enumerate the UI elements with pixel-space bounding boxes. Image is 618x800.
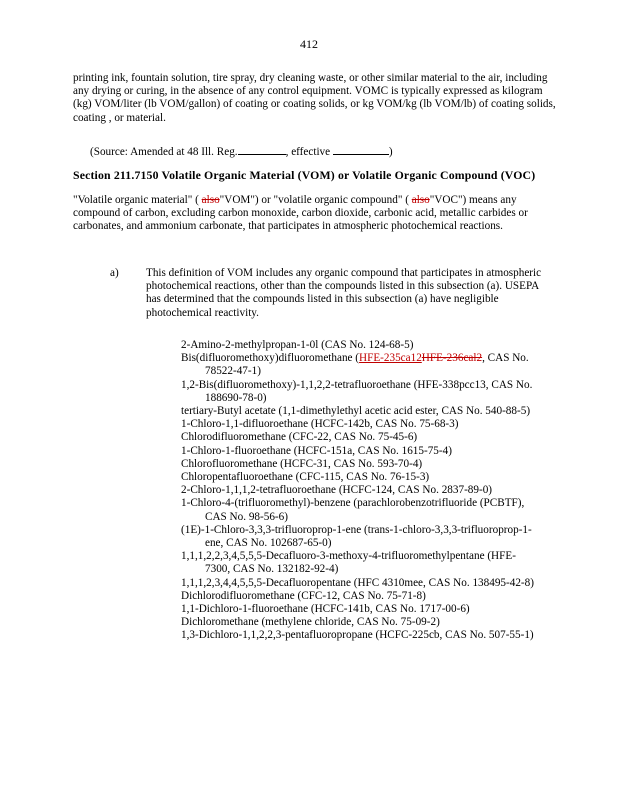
compound-bis-prefix: Bis(difluoromethoxy)difluoromethane ( bbox=[181, 352, 360, 365]
page-number: 412 bbox=[300, 37, 318, 51]
compound-item: 1,1,1,2,3,4,4,5,5,5-Decafluoropentane (HFC 4310mee, CAS No. 138495-42-8) bbox=[181, 576, 534, 589]
compound-bis-suffix: , CAS No. 78522-47-1) bbox=[205, 352, 529, 378]
subsection-text: This definition of VOM includes any organic compound that participates in atmospheric photochemical reactions, other than the compounds listed in this subsection (a). USEPA has determined that the compounds listed in this subsection (a) have negligible photochemical reactivity. bbox=[146, 267, 542, 319]
inserted-text: HFE-235ca12 bbox=[359, 352, 422, 365]
section-heading: Section 211.7150 Volatile Organic Material (VOM) or Volatile Organic Compound (VOC) bbox=[73, 168, 536, 182]
compound-item: 1-Chloro-4-(trifluoromethyl)-benzene (parachlorobenzotrifluoride (PCBTF), CAS No. 98-56-6) bbox=[181, 497, 525, 523]
compound-item: 1,1-Dichloro-1-fluoroethane (HCFC-141b, CAS No. 1717-00-6) bbox=[181, 603, 470, 616]
compound-item: Chloropentafluoroethane (CFC-115, CAS No. 76-15-3) bbox=[181, 471, 430, 484]
compound-item: (1E)-1-Chloro-3,3,3-trifluoroprop-1-ene (trans-1-chloro-3,3,3-trifluoroprop-1-ene, CAS No. 102687-65-0) bbox=[181, 523, 532, 550]
compound-item: 1-Chloro-1,1-difluoroethane (HCFC-142b, CAS No. 75-68-3) bbox=[181, 418, 459, 431]
definition-text-3: "VOC") means any compound of carbon, excluding carbon monoxide, carbon dioxide, carbonic acid, metallic carbides or carbonates, and ammonium carbonate, that participates in atmospheric photochemical reactions. bbox=[73, 194, 528, 233]
deleted-text: HFE-236cal2 bbox=[421, 352, 483, 365]
compound-item: Chlorofluoromethane (HCFC-31, CAS No. 593-70-4) bbox=[181, 457, 423, 470]
compound-item: 2-Chloro-1,1,1,2-tetrafluoroethane (HCFC-124, CAS No. 2837-89-0) bbox=[181, 484, 493, 497]
definition-text-1: "Volatile organic material" ( bbox=[73, 194, 199, 206]
effective-blank bbox=[333, 143, 389, 155]
deleted-also-2: also bbox=[411, 194, 430, 206]
intro-paragraph: printing ink, fountain solution, tire spray, dry cleaning waste, or other similar material to the air, including any drying or curing, in the absence of any control equipment. VOMC is typically expressed as kilogram (kg) VOM/liter (lb VOM/gallon) of coating or coating solids, or kg VOM/kg (lb VOM/lb) of coating solids, coating , or material. bbox=[73, 72, 556, 124]
definition-text-2: "VOM") or "volatile organic compound" ( bbox=[219, 194, 409, 206]
compound-item: 1-Chloro-1-fluoroethane (HCFC-151a, CAS No. 1615-75-4) bbox=[181, 444, 452, 457]
source-suffix: ) bbox=[388, 146, 393, 158]
compound-item-bis bbox=[181, 352, 541, 378]
compound-item: Dichlorodifluoromethane (CFC-12, CAS No. 75-71-8) bbox=[181, 589, 426, 602]
compound-item: 2-Amino-2-methylpropan-1-0l (CAS No. 124-68-5) bbox=[181, 339, 414, 351]
source-note bbox=[90, 143, 560, 159]
compound-item: Chlorodifluoromethane (CFC-22, CAS No. 75-45-6) bbox=[181, 431, 418, 444]
compound-item: Dichloromethane (methylene chloride, CAS No. 75-09-2) bbox=[181, 616, 440, 629]
definition-paragraph bbox=[73, 194, 561, 234]
compound-item: 1,3-Dichloro-1,1,2,2,3-pentafluoropropane (HCFC-225cb, CAS No. 507-55-1) bbox=[181, 629, 534, 642]
compound-item: 1,2-Bis(difluoromethoxy)-1,1,2,2-tetrafluoroethane (HFE-338pcc13, CAS No. 188690-78-0) bbox=[181, 378, 533, 404]
source-middle: , effective bbox=[285, 146, 331, 158]
source-prefix: (Source: Amended at 48 Ill. Reg. bbox=[90, 146, 238, 158]
subsection-label: a) bbox=[110, 267, 119, 279]
deleted-also-1: also bbox=[201, 194, 220, 206]
reg-blank bbox=[238, 143, 286, 155]
compound-list bbox=[181, 339, 541, 643]
compound-item: 1,1,1,2,2,3,4,5,5,5-Decafluoro-3-methoxy-4-trifluoromethylpentane (HFE-7300, CAS No. 132182-92-4) bbox=[181, 550, 516, 576]
compound-item: tertiary-Butyl acetate (1,1-dimethylethyl acetic acid ester, CAS No. 540-88-5) bbox=[181, 405, 531, 418]
